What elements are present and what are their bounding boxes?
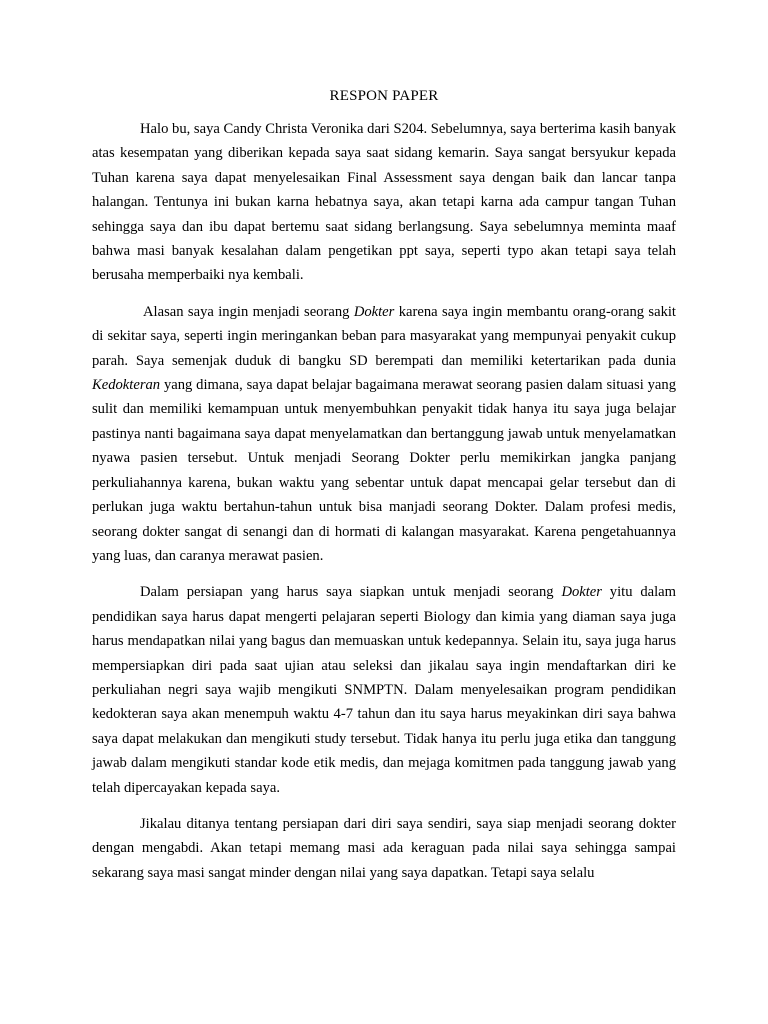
text-run: yitu dalam pendidikan saya harus dapat mengerti pelajaran seperti Biology dan kimia yang diaman saya juga harus mendapatkan nilai yang bagus dan memuaskan untuk kedepannya. Selain itu, saya juga harus mempersiapkan diri pada saat ujian atau seleksi dan jikalau saya ingin mendaftarkan diri ke perkuliahan negri saya wajib mengikuti SNMPTN. Dalam menyelesaikan program pendidikan kedokteran saya akan menempuh waktu 4-7 tahun dan itu saya harus meyakinkan diri saya bahwa saya dapat melakukan dan mengikuti study tersebut. Tidak hanya itu perlu juga etika dan tanggung jawab dalam mengikuti standar kode etik medis, dan mejaga komitmen pada tanggung jawab yang telah dipercayakan kepada saya. — [92, 584, 676, 796]
italic-text-run: Kedokteran — [92, 377, 161, 394]
document-title: RESPON PAPER — [329, 88, 439, 104]
text-run: Jikalau ditanya tentang persiapan dari diri saya sendiri, saya siap menjadi seorang dokter dengan mengabdi. Akan tetapi memang masi ada keraguan pada nilai saya sehingga sampai sekarang saya masi sangat minder dengan nilai yang saya dapatkan. Tetapi saya selalu — [92, 815, 676, 881]
text-run: Halo bu, saya Candy Christa Veronika dari S204. Sebelumnya, saya berterima kasih banyak atas kesempatan yang diberikan kepada saya saat sidang kemarin. Saya sangat bersyukur kepada Tuhan karena saya dapat menyelesaikan Final Assessment saya dengan baik dan lancar tanpa halangan. Tentunya ini bukan karna hebatnya saya, akan tetapi karna ada campur tangan Tuhan sehingga saya dan ibu dapat bertemu saat sidang berlangsung. Saya sebelumnya meminta maaf bahwa masi banyak kesalahan dalam pengetikan ppt saya, seperti typo akan tetapi saya telah berusaha memperbaiki nya kembali. — [92, 121, 676, 284]
italic-text-run: Dokter — [561, 584, 602, 601]
italic-text-run: Dokter — [353, 303, 395, 320]
text-run: yang dimana, saya dapat belajar bagaimana merawat seorang pasien dalam situasi yang sulit dan memiliki kemampuan untuk menyembuhkan penyakit tidak hanya itu saya juga belajar pastinya nanti bagaimana saya dapat menyelamatkan dan bertanggung jawab untuk menyelamatkan nyawa pasien tersebut. Untuk menjadi Seorang Dokter perlu memikirkan jangka panjang perkuliahannya karena, bukan waktu yang sebentar untuk dapat mencapai gelar tersebut dan di perlukan juga waktu bertahun-tahun untuk bisa manjadi seorang Dokter. Dalam profesi medis, seorang dokter sangat di senangi dan di hormati di kalangan masyarakat. Karena pengetahuannya yang luas, dan caranya merawat pasien. — [92, 377, 676, 564]
paragraph — [92, 300, 676, 568]
document-body — [92, 117, 676, 885]
paragraph — [92, 812, 676, 885]
paragraph — [92, 580, 676, 800]
text-run: karena saya ingin membantu orang-orang sakit di sekitar saya, seperti ingin meringankan beban para masyarakat yang mempunyai penyakit cukup parah. Saya semenjak duduk di bangku SD berempati dan memiliki ketertarikan pada dunia — [92, 303, 676, 369]
paragraph — [92, 117, 676, 288]
text-run: Dalam persiapan yang harus saya siapkan untuk menjadi seorang — [140, 584, 562, 601]
text-run: Alasan saya ingin menjadi seorang — [143, 303, 354, 320]
